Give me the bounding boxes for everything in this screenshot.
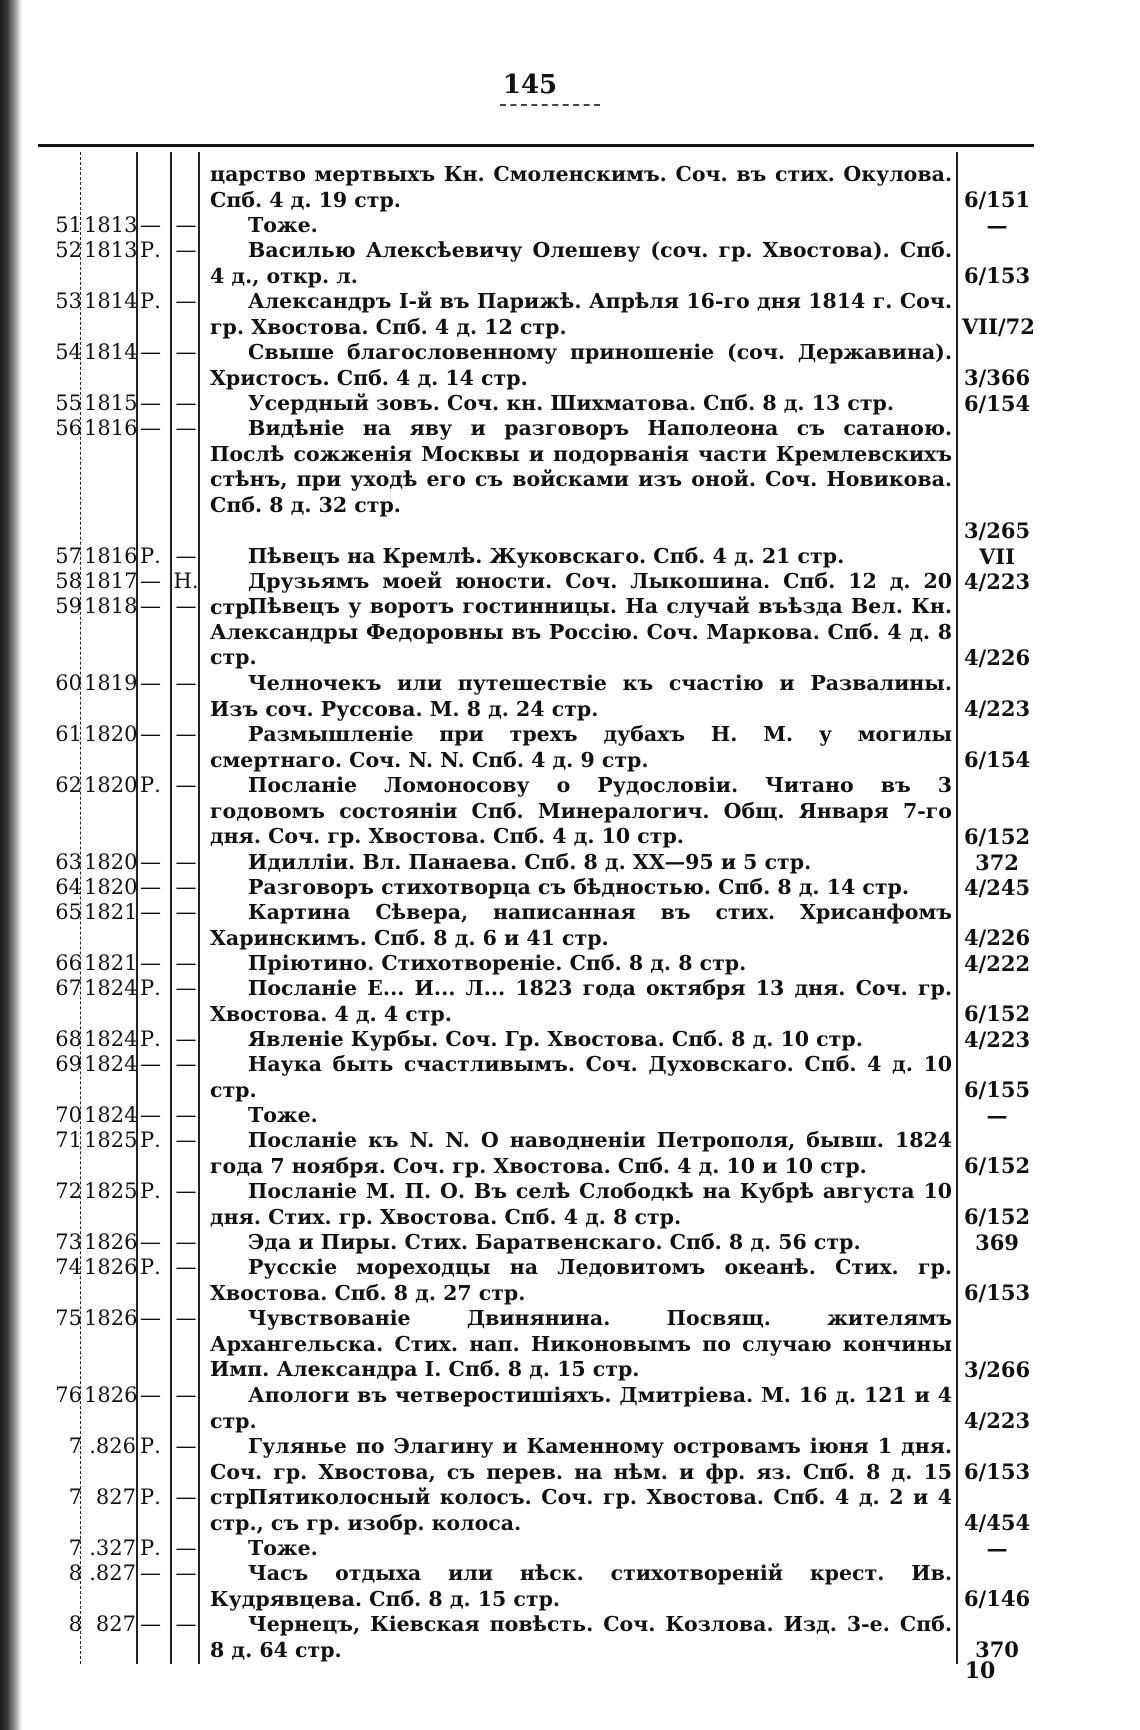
entry-h-mark: — [175, 1027, 197, 1051]
entry-reference: 6/146 [963, 1586, 1031, 1611]
entry-year: .826 [89, 1434, 136, 1458]
entry-reference: 6/154 [963, 747, 1031, 772]
entry-h-mark: — [175, 1434, 197, 1458]
entry-title: Явленіе Курбы. Соч. Гр. Хвостова. Спб. 8 д. 10 стр. [248, 1027, 863, 1051]
entry-r-mark: — [140, 875, 161, 899]
entry-number: 58 [55, 569, 82, 593]
entry-year: 1824 [84, 1052, 138, 1076]
entry-h-mark: — [175, 213, 197, 237]
entry-reference: 372 [975, 850, 1019, 875]
entry-number: 72 [55, 1179, 82, 1203]
entry-year: 1826 [84, 1383, 138, 1407]
entry-number: 74 [55, 1255, 82, 1279]
entry-h-mark: — [175, 416, 197, 440]
entry-year: 1821 [84, 951, 138, 975]
entry-title: Разговоръ стихотворца съ бѣдностью. Спб. 8 д. 14 стр. [248, 875, 910, 899]
entry-reference: — [986, 213, 1008, 238]
entry-reference: 4/245 [963, 875, 1031, 900]
entry-number: 53 [55, 289, 82, 313]
entry-year: 1820 [84, 773, 138, 797]
entry-title: Свыше благословенному приношеніе (соч. Державина). Христосъ. Спб. 4 д. 14 стр. [210, 340, 952, 390]
table-top-rule [38, 144, 1034, 147]
entry-h-mark: — [175, 1383, 197, 1407]
entry-year: .327 [89, 1536, 136, 1560]
entry-title: Василью Алексѣевичу Олешеву (соч. гр. Хвостова). Спб. 4 д., откр. л. [210, 238, 952, 288]
entry-r-mark: — [140, 900, 161, 924]
entry-title: Пѣвецъ на Кремлѣ. Жуковскаго. Спб. 4 д. 21 стр. [248, 544, 845, 568]
entry-reference: 4/226 [963, 925, 1031, 950]
entry-title: Пріютино. Стихотвореніе. Спб. 8 д. 8 стр. [248, 951, 747, 975]
entry-year: 1825 [84, 1128, 138, 1152]
page-number-underline [500, 104, 600, 106]
entry-r-mark: — [140, 569, 161, 593]
entry-year: 1826 [84, 1255, 138, 1279]
entry-title: Посланіе Ломоносову о Рудословіи. Читано въ 3 годовомъ состояніи Спб. Минералогич. Общ. Января 7-го дня. Соч. гр. Хвостова. Спб. 4 д. 10 стр. [210, 773, 952, 848]
entry-reference: 6/153 [963, 1459, 1031, 1484]
entry-r-mark: Р. [140, 1128, 161, 1152]
entry-number: 71 [55, 1128, 82, 1152]
entry-h-mark: — [175, 722, 197, 746]
entry-reference: 6/155 [963, 1077, 1031, 1102]
entry-r-mark: Р. [140, 238, 161, 262]
entry-r-mark: Р. [140, 1536, 161, 1560]
entry-reference: 3/265 [963, 518, 1031, 543]
entry-year: 1820 [84, 722, 138, 746]
entry-year: 827 [95, 1485, 136, 1509]
entry-reference: 6/153 [963, 1280, 1031, 1305]
entry-title: Тоже. [248, 1536, 318, 1560]
entry-year: 1821 [84, 900, 138, 924]
entry-reference: 4/226 [963, 645, 1031, 670]
entry-number: 8 [68, 1612, 82, 1636]
entry-h-mark: — [175, 238, 197, 262]
entry-r-mark: — [140, 951, 161, 975]
entry-h-mark: — [175, 1255, 197, 1279]
entry-year: 1820 [84, 850, 138, 874]
entry-number: 69 [55, 1052, 82, 1076]
entry-title: Тоже. [248, 213, 318, 237]
entry-number: 66 [55, 951, 82, 975]
signature-number: 10 [964, 1658, 996, 1684]
entry-title: Эда и Пиры. Стих. Баратвенскаго. Спб. 8 д. 56 стр. [248, 1230, 861, 1254]
entry-year: 1824 [84, 1027, 138, 1051]
entry-year: 1820 [84, 875, 138, 899]
entry-title: Картина Сѣвера, написанная въ стих. Хрисанфомъ Харинскимъ. Спб. 8 д. 6 и 41 стр. [210, 900, 952, 950]
entry-year: 1824 [84, 1103, 138, 1127]
entry-year: 1813 [84, 213, 138, 237]
entry-number: 55 [55, 391, 82, 415]
entry-title: Чувствованіе Двинянина. Посвящ. жителямъ Архангельска. Стих. нап. Никоновымъ по случаю кончины Имп. Александра I. Спб. 8 д. 15 стр. [210, 1306, 952, 1381]
entry-year: 1819 [84, 671, 138, 695]
entry-r-mark: — [140, 1383, 161, 1407]
entry-number: 70 [55, 1103, 82, 1127]
entry-h-mark: — [175, 671, 197, 695]
entry-number: 61 [55, 722, 82, 746]
entry-number: 73 [55, 1230, 82, 1254]
entry-h-mark: Н. [173, 569, 199, 593]
entry-title: Видѣніе на яву и разговоръ Наполеона съ сатаною. Послѣ сожженія Москвы и подорванія части Кремлевскихъ стѣнъ, при уходѣ его съ войсками изъ оной. Соч. Новикова. Спб. 8 д. 32 стр. [210, 416, 952, 517]
entry-title: Усердный зовъ. Соч. кн. Шихматова. Спб. 8 д. 13 стр. [248, 391, 895, 415]
entry-number: 75 [55, 1306, 82, 1330]
entry-reference: 6/153 [963, 263, 1031, 288]
entry-title: Александръ I-й въ Парижѣ. Апрѣля 16-го дня 1814 г. Соч. гр. Хвостова. Спб. 4 д. 12 стр. [210, 289, 952, 339]
entry-year: 1826 [84, 1306, 138, 1330]
entry-title: Гулянье по Элагину и Каменному островамъ іюня 1 дня. Соч. гр. Хвостова, съ перев. на нѣм. и фр. яз. Спб. 8 д. 15 стр. [210, 1434, 952, 1509]
entry-r-mark: — [140, 391, 161, 415]
scan-binding-edge [0, 0, 22, 1730]
entry-year: 1816 [84, 416, 138, 440]
entry-number: 59 [55, 594, 82, 618]
entry-reference: 4/223 [963, 569, 1031, 594]
entry-h-mark: — [175, 1230, 197, 1254]
entry-h-mark: — [175, 340, 197, 364]
entry-h-mark: — [175, 544, 197, 568]
entry-title: Апологи въ четверостишіяхъ. Дмитріева. М. 16 д. 121 и 4 стр. [210, 1383, 952, 1433]
entry-number: 60 [55, 671, 82, 695]
entry-reference: 4/223 [963, 1408, 1031, 1433]
entry-r-mark: Р. [140, 773, 161, 797]
entry-year: 1818 [84, 594, 138, 618]
entry-year: 1817 [84, 569, 138, 593]
entry-number: 56 [55, 416, 82, 440]
entry-title: Размышленіе при трехъ дубахъ Н. М. у могилы смертнаго. Соч. N. N. Спб. 4 д. 9 стр. [210, 722, 952, 772]
entry-h-mark: — [175, 900, 197, 924]
entry-h-mark: — [175, 1103, 197, 1127]
entry-number: 54 [55, 340, 82, 364]
entry-h-mark: — [175, 1536, 197, 1560]
entry-reference: 3/366 [963, 365, 1031, 390]
entry-h-mark: — [175, 289, 197, 313]
entry-r-mark: Р. [140, 1179, 161, 1203]
entry-number: 68 [55, 1027, 82, 1051]
entry-h-mark: — [175, 1128, 197, 1152]
entry-reference: — [986, 1103, 1008, 1128]
entry-year: 1826 [84, 1230, 138, 1254]
entry-title: Пятиколосный колосъ. Соч. гр. Хвостова. Спб. 4 д. 2 и 4 стр., съ гр. изобр. колоса. [210, 1485, 952, 1535]
entry-r-mark: — [140, 1612, 161, 1636]
entry-r-mark: — [140, 416, 161, 440]
entry-r-mark: Р. [140, 976, 161, 1000]
entry-h-mark: — [175, 976, 197, 1000]
entry-r-mark: Р. [140, 544, 161, 568]
entry-title: Русскіе мореходцы на Ледовитомъ океанѣ. Стих. гр. Хвостова. Спб. 8 д. 27 стр. [210, 1255, 952, 1305]
entry-h-mark: — [175, 773, 197, 797]
entry-reference: 6/152 [963, 1204, 1031, 1229]
entry-reference: 369 [975, 1230, 1019, 1255]
entry-title: Пѣвецъ у воротъ гостинницы. На случай въѣзда Вел. Кн. Александры Федоровны въ Россію. Соч. Маркова. Спб. 4 д. 8 стр. [210, 594, 952, 669]
entry-title: Тоже. [248, 1103, 318, 1127]
entry-r-mark: — [140, 850, 161, 874]
entry-title: Челночекъ или путешествіе къ счастію и Развалины. Изъ соч. Руссова. М. 8 д. 24 стр. [210, 671, 952, 721]
page-number: 145 [502, 70, 558, 100]
entry-number: 7 [68, 1536, 82, 1560]
entry-reference: VII/72 [962, 314, 1035, 339]
entry-title: царство мертвыхъ Кн. Смоленскимъ. Соч. въ стих. Окулова. Спб. 4 д. 19 стр. [210, 162, 952, 212]
entry-title: Идилліи. Вл. Панаева. Спб. 8 д. XX—95 и 5 стр. [248, 850, 812, 874]
entry-year: 1813 [84, 238, 138, 262]
entry-r-mark: — [140, 671, 161, 695]
entry-title: Наука быть счастливымъ. Соч. Духовскаго. Спб. 4 д. 10 стр. [210, 1052, 952, 1102]
entry-reference: 6/152 [963, 824, 1031, 849]
entry-number: 52 [55, 238, 82, 262]
entry-title: Посланіе Е... И... Л... 1823 года октября 13 дня. Соч. гр. Хвостова. 4 д. 4 стр. [210, 976, 952, 1026]
entry-h-mark: — [175, 391, 197, 415]
entry-r-mark: Р. [140, 289, 161, 313]
entry-h-mark: — [175, 594, 197, 618]
entry-r-mark: Р. [140, 1027, 161, 1051]
entry-reference: 4/454 [963, 1510, 1031, 1535]
entry-r-mark: — [140, 1052, 161, 1076]
entry-h-mark: — [175, 850, 197, 874]
entry-r-mark: — [140, 1103, 161, 1127]
entry-reference: 6/154 [963, 391, 1031, 416]
entry-reference: 6/151 [963, 187, 1031, 212]
entry-reference: 370 [975, 1637, 1019, 1662]
entry-number: 63 [55, 850, 82, 874]
entry-h-mark: — [175, 1179, 197, 1203]
entry-year: 1814 [84, 340, 138, 364]
entry-number: 64 [55, 875, 82, 899]
entry-reference: 4/223 [963, 696, 1031, 721]
entry-reference: 4/223 [963, 1027, 1031, 1052]
column-divider-reference [956, 152, 958, 1664]
entry-year: 827 [95, 1612, 136, 1636]
entry-reference: VII [979, 544, 1015, 569]
entry-number: 51 [55, 213, 82, 237]
entry-h-mark: — [175, 1306, 197, 1330]
entry-year: 1816 [84, 544, 138, 568]
entry-h-mark: — [175, 1052, 197, 1076]
entry-r-mark: — [140, 594, 161, 618]
entry-reference: — [986, 1536, 1008, 1561]
entry-title: Друзьямъ моей юности. Соч. Лыкошина. Спб. 12 д. 20 стр. [210, 569, 952, 619]
entry-r-mark: — [140, 1306, 161, 1330]
entry-title: Посланіе М. П. О. Въ селѣ Слободкѣ на Кубрѣ августа 10 дня. Стих. гр. Хвостова. Спб. 4 д. 8 стр. [210, 1179, 952, 1229]
entry-reference: 6/152 [963, 1001, 1031, 1026]
entry-r-mark: Р. [140, 1485, 161, 1509]
entry-reference: 6/152 [963, 1153, 1031, 1178]
entry-h-mark: — [175, 1561, 197, 1585]
entry-number: 65 [55, 900, 82, 924]
entry-reference: 3/266 [963, 1357, 1031, 1382]
entry-number: 7 [68, 1485, 82, 1509]
entry-number: 57 [55, 544, 82, 568]
entry-h-mark: — [175, 1485, 197, 1509]
entry-r-mark: — [140, 213, 161, 237]
entry-h-mark: — [175, 875, 197, 899]
entry-year: 1814 [84, 289, 138, 313]
entry-r-mark: Р. [140, 1434, 161, 1458]
entry-title: Часъ отдыха или нѣск. стихотвореній крест. Ив. Кудрявцева. Спб. 8 д. 15 стр. [210, 1561, 952, 1611]
entry-number: 67 [55, 976, 82, 1000]
entry-year: .827 [89, 1561, 136, 1585]
entry-number: 62 [55, 773, 82, 797]
entry-title: Посланіе къ N. N. О наводненіи Петрополя, бывш. 1824 года 7 ноября. Соч. гр. Хвостова. Спб. 4 д. 10 и 10 стр. [210, 1128, 952, 1178]
entry-r-mark: — [140, 1230, 161, 1254]
entry-h-mark: — [175, 1612, 197, 1636]
entry-year: 1825 [84, 1179, 138, 1203]
entry-r-mark: — [140, 1561, 161, 1585]
entry-number: 7 [68, 1434, 82, 1458]
entry-h-mark: — [175, 951, 197, 975]
entry-reference: 4/222 [963, 951, 1031, 976]
entry-number: 8 [68, 1561, 82, 1585]
entry-r-mark: Р. [140, 1255, 161, 1279]
entry-r-mark: — [140, 722, 161, 746]
entry-title: Чернецъ, Кіевская повѣсть. Соч. Козлова. Изд. 3-е. Спб. 8 д. 64 стр. [210, 1612, 952, 1662]
entry-year: 1815 [84, 391, 138, 415]
entry-year: 1824 [84, 976, 138, 1000]
entry-r-mark: — [140, 340, 161, 364]
entry-number: 76 [55, 1383, 82, 1407]
